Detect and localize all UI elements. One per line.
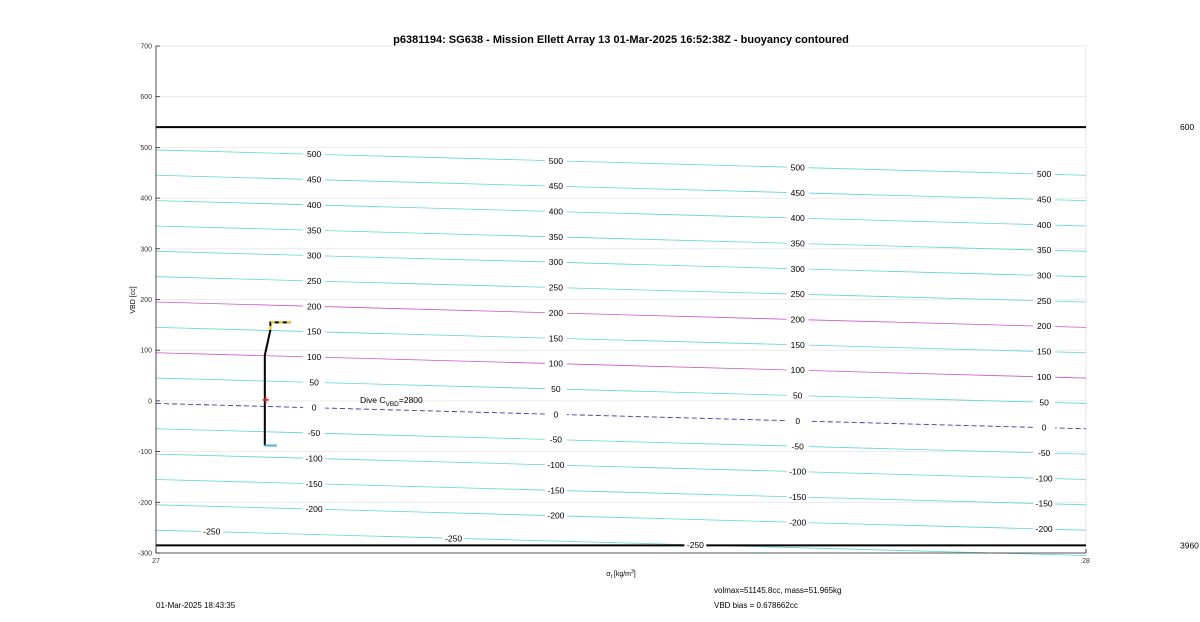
contour-line: [156, 302, 1086, 327]
y-tick-label: -100: [137, 449, 152, 457]
contour-line: [156, 150, 1086, 175]
contour-label: 400: [790, 213, 805, 224]
contour-label: 350: [548, 231, 563, 242]
contour-line: [156, 175, 1086, 200]
contour-label: 0: [795, 415, 801, 426]
dive-path-surface-segment: [270, 322, 290, 330]
contour-label: 250: [307, 275, 322, 286]
contour-label: 500: [307, 149, 322, 160]
reference-line-label: 600: [1180, 122, 1195, 133]
contour-label: -50: [549, 434, 563, 445]
volmax-mass-note: volmax=51145.8cc, mass=51.965kg: [714, 586, 842, 595]
y-axis-label: VBD [cc]: [130, 286, 137, 314]
contour-label: 500: [1037, 169, 1052, 180]
contour-labels: [201, 149, 1055, 550]
contour-line: [156, 429, 1086, 454]
y-tick-label: 200: [140, 297, 152, 304]
contour-label: -200: [305, 504, 323, 515]
x-axis-label-sub: t: [610, 574, 612, 580]
contour-label: 50: [309, 377, 319, 388]
contour-line: [156, 479, 1086, 504]
dive-trace: [263, 322, 291, 445]
contour-label: -150: [305, 478, 323, 489]
x-axis-label-unit: [kg/m: [611, 571, 632, 578]
x-tick-label: 28: [1082, 558, 1090, 565]
contour-label: 0: [1041, 422, 1047, 433]
contour-label: 300: [307, 250, 322, 261]
contour-label: 250: [790, 289, 805, 300]
contour-label: 100: [1037, 371, 1052, 382]
contour-label: -100: [547, 460, 565, 471]
contour-label: -250: [445, 533, 463, 544]
contour-label: -150: [789, 491, 807, 502]
contour-label: 150: [790, 339, 805, 350]
contour-label: 350: [307, 225, 322, 236]
contour-label: -150: [1035, 498, 1053, 509]
contour-label: 300: [790, 263, 805, 274]
timestamp-note: 01-Mar-2025 18:43:35: [156, 601, 236, 610]
contour-label: 400: [1037, 219, 1052, 230]
contour-label: 500: [548, 155, 563, 166]
y-tick-label: 100: [140, 347, 152, 355]
contour-label: -100: [305, 453, 323, 464]
contour-label: 400: [548, 206, 563, 217]
contour-line: [156, 403, 1086, 428]
contour-label: 100: [790, 365, 805, 376]
dive-path: [265, 322, 291, 445]
contour-label: 350: [1037, 245, 1052, 256]
contour-label: 200: [307, 301, 322, 312]
contour-label: 100: [548, 358, 563, 369]
contour-label: 50: [792, 390, 803, 401]
contour-line: [156, 378, 1086, 403]
contour-label: 300: [548, 257, 563, 268]
contour-label: 50: [1039, 397, 1049, 408]
dive-cvbd-label-sub: VBD: [385, 401, 399, 408]
contour-label: 150: [548, 333, 563, 344]
contour-label: -50: [791, 441, 804, 452]
contour-label: -250: [203, 526, 221, 537]
y-tick-label: 400: [140, 195, 152, 203]
x-tick-label: 27: [152, 558, 160, 565]
contour-label: -150: [547, 485, 565, 496]
contour-line: [156, 277, 1086, 302]
contour-label: 100: [307, 352, 322, 363]
contour-lines: [156, 150, 1086, 556]
contour-label: 250: [1037, 295, 1052, 306]
dive-cvbd-label-value: =2800: [398, 395, 423, 405]
contour-label: -100: [1035, 473, 1053, 484]
dive-cvbd-label: [360, 395, 423, 408]
contour-line: [156, 251, 1086, 276]
contour-label: 400: [307, 199, 322, 210]
contour-label: 450: [1037, 194, 1052, 205]
y-tick-label: 700: [140, 43, 152, 51]
contour-label: -200: [547, 510, 565, 521]
contour-line: [156, 327, 1086, 352]
y-tick-label: -200: [137, 499, 152, 507]
contour-line: [156, 201, 1086, 226]
y-tick-label: 600: [140, 94, 152, 102]
contour-line: [156, 505, 1086, 530]
contour-label: 500: [790, 162, 805, 173]
contour-line: [156, 226, 1086, 251]
contour-label: -50: [1038, 447, 1051, 458]
contour-label: 0: [553, 409, 559, 420]
contour-label: -50: [307, 428, 321, 439]
y-tick-label: 500: [140, 144, 152, 152]
x-axis-label-main: σ: [606, 571, 611, 578]
y-tick-label: 300: [140, 246, 152, 254]
contour-label: -200: [1035, 524, 1053, 535]
y-tick-label: 0: [148, 398, 152, 406]
contour-label: 450: [548, 181, 563, 192]
contour-label: 50: [551, 383, 561, 394]
contour-line: [156, 353, 1086, 378]
contour-label: 200: [1037, 321, 1052, 332]
contour-label: 0: [311, 402, 317, 413]
contour-line: [156, 454, 1086, 479]
chart-title: p6381194: SG638 - Mission Ellett Array 13 01-Mar-2025 16:52:38Z - buoyancy contoured: [393, 34, 849, 46]
contour-label: 350: [790, 238, 805, 249]
x-axis-label: [606, 569, 636, 580]
contour-label: 250: [548, 282, 563, 293]
y-tick-label: -300: [137, 550, 152, 558]
x-axis-label-unit-close: ]: [633, 571, 636, 578]
contour-label: -250: [686, 539, 704, 550]
contour-label: -100: [789, 466, 807, 477]
axes: [138, 44, 1090, 566]
contour-label: 200: [790, 314, 805, 325]
vbd-bias-note: VBD bias = 0.678662cc: [714, 601, 798, 610]
contour-line: [156, 530, 1086, 555]
x-axis-label-unit-sup: 3: [631, 569, 634, 575]
contour-label: -200: [789, 517, 807, 528]
contour-label: 300: [1037, 270, 1052, 281]
reference-line-label: 3960: [1180, 540, 1199, 551]
contour-label: 150: [307, 326, 322, 337]
contour-label: 150: [1037, 346, 1052, 357]
contour-label: 450: [307, 174, 322, 185]
contour-label: 200: [548, 307, 563, 318]
dive-cvbd-label-main: Dive C: [360, 395, 386, 405]
contour-label: 450: [790, 187, 805, 198]
grid-lines: [156, 46, 1086, 553]
